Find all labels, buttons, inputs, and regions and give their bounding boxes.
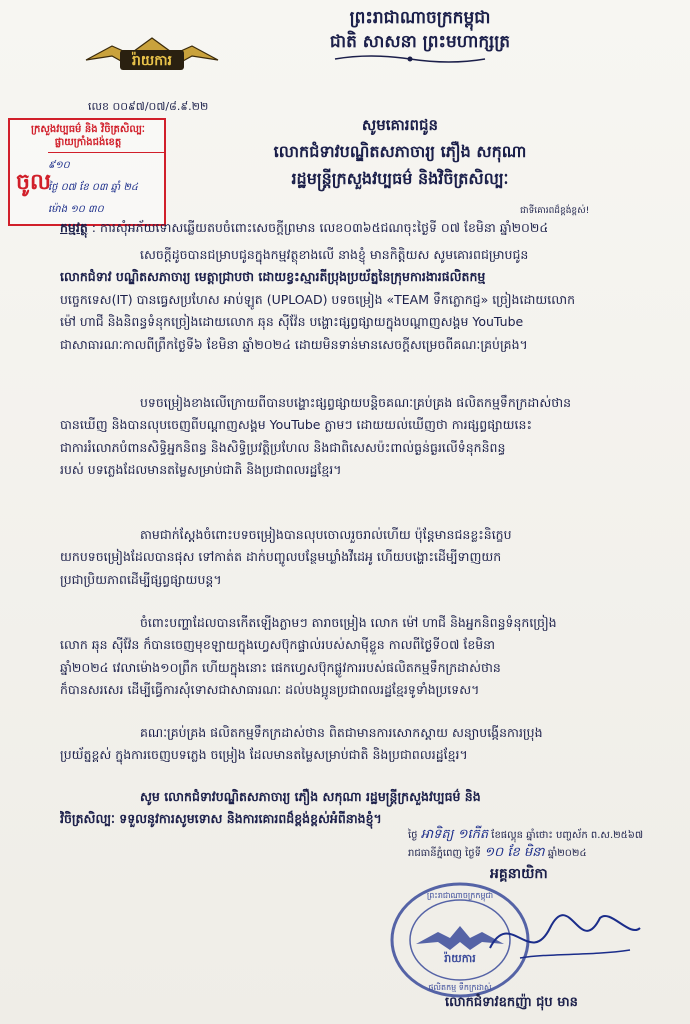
paragraph-line: យកបទចម្រៀងដែលបានផុស ទៅកាត់ត ដាក់បញ្ចូលបន្ថែមឃ្លាំងវីដេអូ ហើយបង្ហោះដើម្បីទាញយក bbox=[60, 549, 502, 565]
paragraph-line: បានឃើញ និងបានលុបចេញពីបណ្តាញសង្គម YouTube ភ្លាមៗ ដោយយល់ឃើញថា ការផ្សព្វផ្សាយនេះ bbox=[60, 417, 532, 433]
letter-number: លេខ ០០៩៧/០៧/៨.៩.២២ bbox=[88, 100, 209, 113]
handwritten-signature bbox=[480, 898, 650, 978]
solar-date-rest: ឆ្នាំ២០២៤ bbox=[547, 848, 587, 859]
recipient-name: លោកជំទាវបណ្ឌិតសភាចារ្យ ភឿង សកុណា bbox=[273, 142, 527, 161]
stamp-number-value: ៩១០ bbox=[48, 160, 70, 171]
paragraph-line: បច្ចេកទេស(IT) បានធ្វេសប្រហែស អាប់ឡូត (UPLOAD) បទចម្រៀង «TEAM ទឹកភ្លោកជ្ញ» ច្រៀងដោយលោក bbox=[60, 291, 576, 307]
lunar-date bbox=[408, 826, 643, 845]
salutation: សូមគោរពជូន bbox=[361, 116, 439, 134]
stamp-row-time bbox=[48, 202, 166, 217]
paragraph-line: វិចិត្រសិល្បៈ ទទួលនូវការសូមទោស និងការគោរពដ៏ខ្ពង់ខ្ពស់អំពីនាងខ្ញុំ។ bbox=[60, 811, 382, 827]
paragraph-line: ជាការរំលោភបំពានសិទ្ធិអ្នកនិពន្ធ និងសិទ្ធិប្រវត្តិប្រហែល និងជាពិសេសប៉ះពាល់ធ្ងន់ធ្ងរលើទំនុកនិពន្ធ bbox=[60, 439, 506, 455]
paragraph-line: ជាសាធារណៈកាលពីព្រឹកថ្ងៃទី៦ ខែមិនា ឆ្នាំ២០២៤ ដោយមិនទាន់មានសេចក្តីសម្រេចពីគណៈគ្រប់គ្រង។ bbox=[60, 336, 528, 352]
paragraph-line: ម៉ៅ ហាជី និងនិពន្ធទំនុកច្រៀងដោយលោក ឆុន ស៊ីវ៉ែន បង្ហោះផ្សព្វផ្សាយក្នុងបណ្តាញសង្គម YouTube bbox=[60, 314, 524, 330]
paragraph-line: បទចម្រៀងខាងលើក្រោយពីបានបង្ហោះផ្សព្វផ្សាយបន្តិចគណៈគ្រប់គ្រង ផលិតកម្មទឹកក្រដាស់ថាន bbox=[140, 395, 572, 410]
seal-text-bottom: ផលិតកម្ម ទឹកក្រដាស់ bbox=[428, 983, 492, 992]
kingdom-header bbox=[240, 6, 600, 54]
recipient-title: រដ្ឋមន្ត្រីក្រសួងវប្បធម៌ និងវិចិត្រសិល្បៈ bbox=[291, 169, 509, 188]
paragraph-line: ក៏បានសរសេរ ដើម្បីធ្វើការសុំទោសជាសាធារណៈ ដល់បងប្អូនប្រជាពលរដ្ឋខ្មែរទូទាំងប្រទេស។ bbox=[60, 682, 480, 698]
signer-name: លោកជំទាវឧកញ៉ា ជុប មាន bbox=[445, 995, 578, 1010]
header-ornament-icon bbox=[330, 52, 490, 66]
stamp-incoming-label: ចូល bbox=[16, 170, 51, 195]
solar-date bbox=[408, 844, 587, 863]
registry-stamp bbox=[8, 118, 166, 226]
director-title: អគ្គនាយិកា bbox=[490, 866, 548, 882]
paragraph-line: លោកជំទាវ បណ្ឌិតសភាចារ្យ មេត្តាជ្រាបថា ដោយខ្វះស្មារតីប្រុងប្រយ័ត្ននៃក្រុមការងារផលិតកម្ម bbox=[60, 269, 486, 285]
paragraph-line: របស់ បទភ្លេងដែលមានតម្លៃសម្រាប់ជាតិ និងប្រជាពលរដ្ឋខ្មែរ។ bbox=[60, 462, 342, 478]
stamp-time-value: ម៉ោង ១០ ៣០ bbox=[48, 204, 104, 215]
paragraph-6 bbox=[60, 786, 662, 831]
kingdom-line-1: ព្រះរាជាណាចក្រកម្ពុជា bbox=[349, 8, 491, 28]
paragraph-line: ប្រយ័ត្នខ្ពស់ ក្នុងការចេញបទភ្លេង ចម្រៀង ដែលមានតម្លៃសម្រាប់ជាតិ និងប្រជាពលរដ្ឋខ្មែរ។ bbox=[60, 747, 468, 763]
company-logo bbox=[82, 20, 222, 88]
stamp-row-number bbox=[48, 158, 166, 173]
subject-label: កម្មវត្ថុ bbox=[60, 220, 88, 235]
respectful-note: ជាទីគោរពដ៏ខ្ពង់ខ្ពស់! bbox=[520, 206, 590, 216]
paragraph-5 bbox=[60, 722, 662, 767]
paragraph-4 bbox=[60, 612, 662, 702]
lunar-date-prefix: ថ្ងៃ bbox=[408, 830, 418, 841]
lunar-date-handwritten: អាទិត្យ ១កើត bbox=[420, 827, 489, 842]
stamp-line-2: ផ្លាយក្រាំងជង់ខេត្ត bbox=[54, 137, 122, 148]
solar-date-prefix: រាជធានីភ្នំពេញ ថ្ងៃទី bbox=[408, 848, 482, 859]
paragraph-line: ប្រជាប្រិយភាពដើម្បីផ្សព្វផ្សាយបន្ត។ bbox=[60, 571, 222, 587]
logo-text: រ៉ាយការ bbox=[132, 53, 172, 69]
paragraph-line: តាមជាក់ស្តែងចំពោះបទចម្រៀងបានលុបចោលរួចរាល់ហើយ ប៉ុន្តែមានជនខ្លះនិក្ខេប bbox=[140, 527, 512, 542]
paragraph-line: លោក ឆុន ស៊ីវ៉ែន ក៏បានចេញមុខឡាយក្នុងហ្វេសប៊ុកផ្ទាល់របស់សាម៉ីខ្លួន កាលពីថ្ងៃទី០៧ ខែមិនា bbox=[60, 637, 496, 653]
stamp-line-1: ក្រសួងវប្បធម៌ និង វិចិត្រសិល្បៈ bbox=[31, 124, 145, 135]
paragraph-3 bbox=[60, 524, 662, 591]
paragraph-line: ចំពោះបញ្ហាដែលបានកើតឡើងភ្លាមៗ តារាចម្រៀង លោក ម៉ៅ ហាជី និងអ្នកនិពន្ធទំនុកច្រៀង bbox=[140, 615, 557, 630]
stamp-divider bbox=[48, 152, 164, 153]
solar-date-handwritten: ១០ ខែ មិនា bbox=[484, 845, 545, 860]
subject-line bbox=[60, 218, 660, 238]
seal-center-text: រ៉ាយការ bbox=[444, 952, 476, 965]
subject-text: : ការសុំអភ័យទោសឆ្លើយតបចំពោះសេចក្តីព្រមាន លេខ០៣៦៥ជណចុះថ្ងៃទី ០៧ ខែមិនា ឆ្នាំ២០២៤ bbox=[91, 220, 549, 235]
stamp-row-date bbox=[48, 180, 166, 195]
stamp-header bbox=[14, 123, 162, 149]
paragraph-2 bbox=[60, 392, 662, 482]
seal-text-top: ព្រះរាជាណាចក្រកម្ពុជា bbox=[426, 891, 494, 900]
lunar-date-rest: ខែផល្គុន ឆ្នាំថោះ បញ្ចស័ក ព.ស.២៥៦៧ bbox=[491, 830, 644, 841]
stamp-date-value: ថ្ងៃ ០៧ ខែ ០៣ ឆ្នាំ ២៤ bbox=[48, 182, 139, 193]
paragraph-line: គណៈគ្រប់គ្រង ផលិតកម្មទឹកក្រដាស់ថាន ពិតជាមានការសោកស្តាយ សន្យាបង្កើនការប្រុង bbox=[140, 725, 543, 740]
kingdom-line-2: ជាតិ សាសនា ព្រះមហាក្សត្រ bbox=[329, 32, 511, 52]
paragraph-line: សេចក្តីដូចបានជម្រាបជូនក្នុងកម្មវត្ថុខាងលើ នាងខ្ញុំ មានកិត្តិយស សូមគោរពជម្រាបជូន bbox=[140, 247, 529, 262]
paragraph-line: ឆ្នាំ២០២៤ វេលាម៉ោង១០ព្រឹក ហើយក្នុងនោះ ផេកហ្វេសប៊ុកផ្លូវការរបស់ផលិតកម្មទឹកក្រដាស់ថាន bbox=[60, 659, 501, 675]
paragraph-1 bbox=[60, 244, 662, 356]
paragraph-line: សូម លោកជំទាវបណ្ឌិតសភាចារ្យ ភឿង សកុណា រដ្ឋមន្ត្រីក្រសួងវប្បធម៌ និង bbox=[140, 789, 481, 804]
